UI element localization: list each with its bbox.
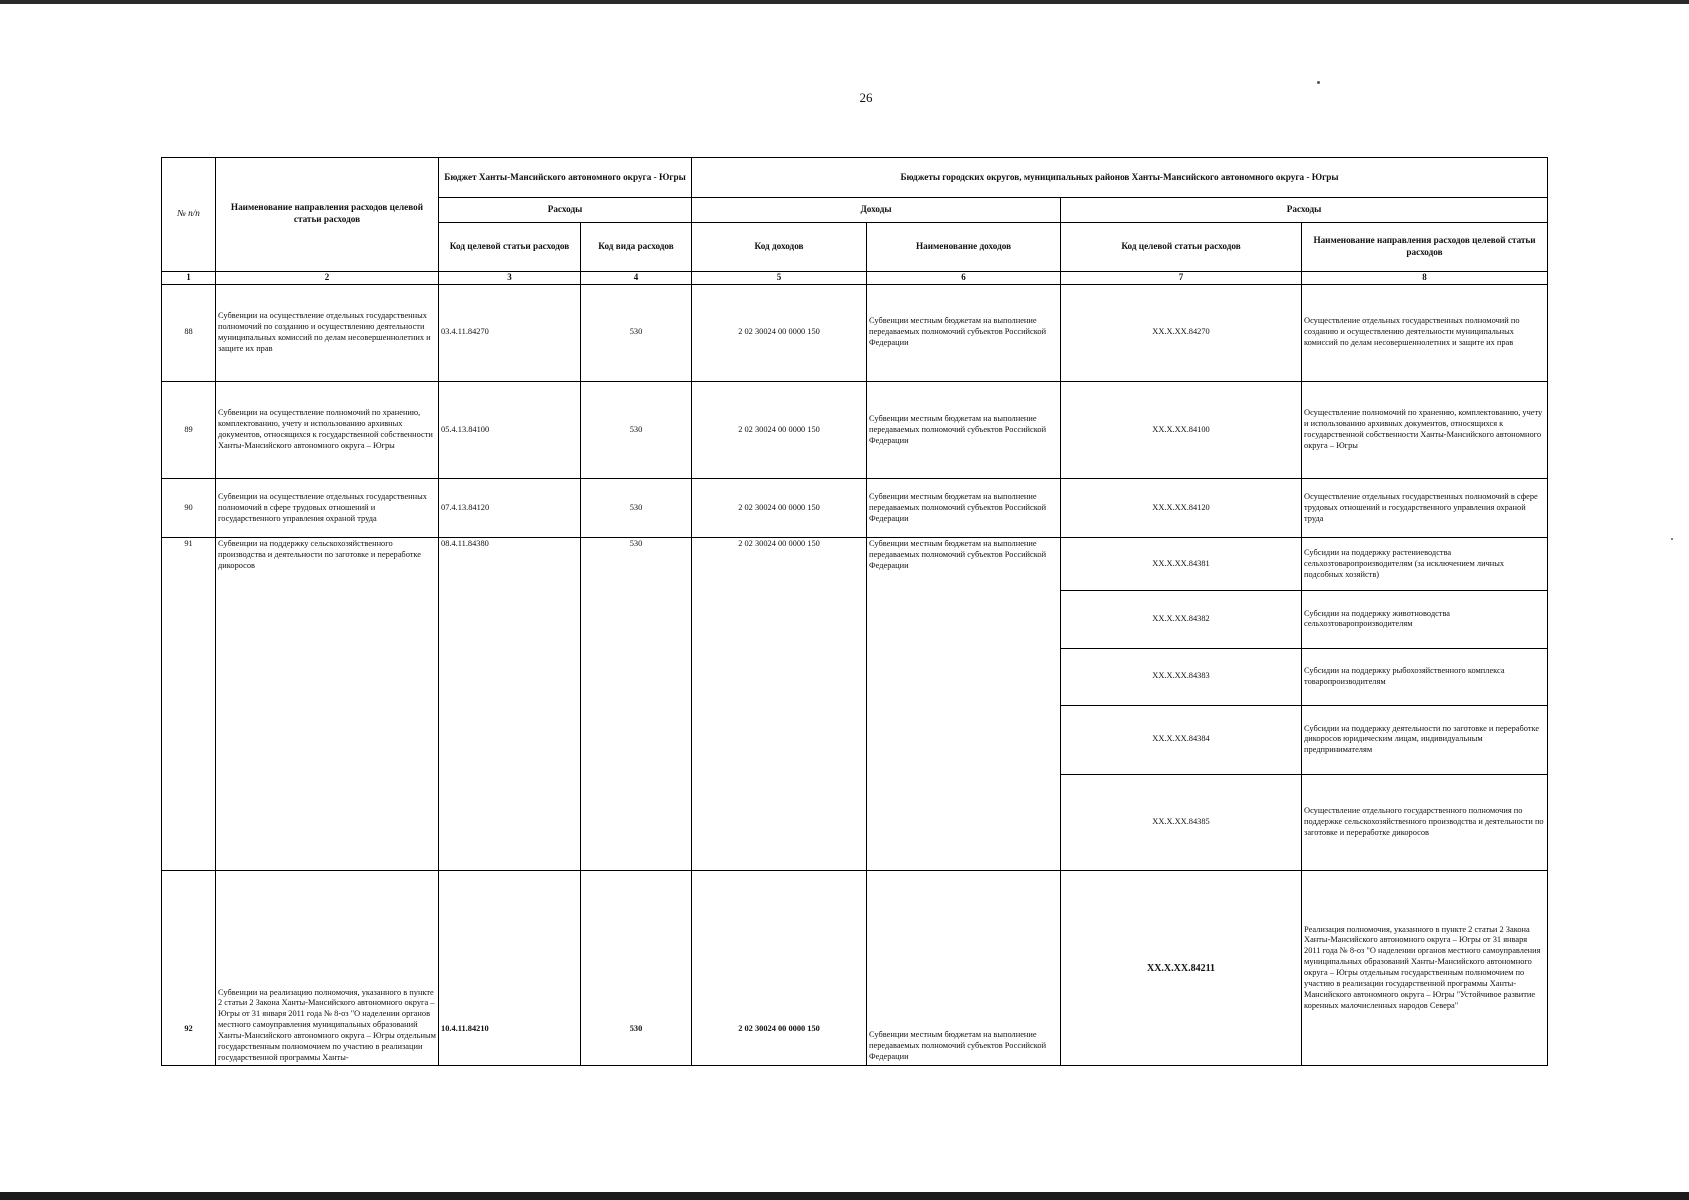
scan-speck bbox=[1317, 81, 1320, 84]
scan-bottom-edge bbox=[0, 1192, 1689, 1200]
column-index: 2 bbox=[216, 271, 439, 284]
row-mun-code: XX.X.XX.84100 bbox=[1061, 381, 1302, 479]
row-kvr: 530 bbox=[581, 479, 692, 537]
column-index: 1 bbox=[162, 271, 216, 284]
column-index: 5 bbox=[692, 271, 867, 284]
column-index: 6 bbox=[867, 271, 1061, 284]
header-okrug-budget: Бюджет Ханты-Мансийского автономного округа - Югры bbox=[439, 158, 692, 198]
row-mun-name: Осуществление отдельного государственного полномочия по поддержке сельскохозяйственного производства и деятельности по заготовке и переработке дикоросов bbox=[1302, 774, 1548, 871]
row-mun-code: XX.X.XX.84211 bbox=[1061, 871, 1302, 1066]
table-row bbox=[162, 537, 1548, 590]
table-row bbox=[162, 381, 1548, 479]
row-mun-name: Субсидии на поддержку растениеводства сельхозтоваропроизводителям (за исключением личных подсобных хозяйств) bbox=[1302, 537, 1548, 590]
row-name: Субвенции на осуществление полномочий по хранению, комплектованию, учету и использованию архивных документов, относящихся к государственной собственности Ханты-Мансийского автономного округа – Югры bbox=[216, 381, 439, 479]
row-mun-code: XX.X.XX.84270 bbox=[1061, 284, 1302, 381]
row-income-code: 2 02 30024 00 0000 150 bbox=[692, 871, 867, 1066]
column-index: 7 bbox=[1061, 271, 1302, 284]
column-index-row bbox=[162, 271, 1548, 284]
row-mun-name: Реализация полномочия, указанного в пункте 2 статьи 2 Закона Ханты-Мансийского автономного округа – Югры от 31 января 2011 года № 8-оз "О наделении органов местного самоуправления муниципальных образований Ханты-Мансийского автономного округа – Югры отдельным государственным полномочием по участию в реализации государственной программы Ханты-Мансийского автономного округа – Югры "Устойчивое развитие коренных малочисленных народов Севера" bbox=[1302, 871, 1548, 1066]
row-kvr: 530 bbox=[581, 284, 692, 381]
header-municipal-budgets: Бюджеты городских округов, муниципальных районов Ханты-Мансийского автономного округа - Югры bbox=[692, 158, 1548, 198]
header-kvr: Код вида расходов bbox=[581, 223, 692, 271]
row-num: 88 bbox=[162, 284, 216, 381]
row-income-name: Субвенции местным бюджетам на выполнение передаваемых полномочий субъектов Российской Федерации bbox=[867, 479, 1061, 537]
scan-speck bbox=[1671, 538, 1673, 540]
table-row bbox=[162, 479, 1548, 537]
row-num: 92 bbox=[162, 871, 216, 1066]
column-index: 3 bbox=[439, 271, 581, 284]
header-name-municipal: Наименование направления расходов целевой статьи расходов bbox=[1302, 223, 1548, 271]
row-kcsr: 07.4.13.84120 bbox=[439, 479, 581, 537]
row-mun-code: XX.X.XX.84383 bbox=[1061, 648, 1302, 705]
row-kcsr: 03.4.11.84270 bbox=[439, 284, 581, 381]
header-name: Наименование направления расходов целевой статьи расходов bbox=[216, 158, 439, 272]
column-index: 8 bbox=[1302, 271, 1548, 284]
row-mun-name: Осуществление отдельных государственных полномочий по созданию и осуществлению деятельности муниципальных комиссий по делам несовершеннолетних и защите их прав bbox=[1302, 284, 1548, 381]
header-expenses-municipal: Расходы bbox=[1061, 198, 1548, 223]
header-expenses: Расходы bbox=[439, 198, 692, 223]
row-mun-name: Осуществление отдельных государственных полномочий в сфере трудовых отношений и государственного управления охраной труда bbox=[1302, 479, 1548, 537]
header-num: № п/п bbox=[162, 158, 216, 272]
row-mun-name: Субсидии на поддержку деятельности по заготовке и переработке дикоросов юридическим лицам, индивидуальным предпринимателям bbox=[1302, 706, 1548, 775]
row-kcsr: 10.4.11.84210 bbox=[439, 871, 581, 1066]
row-mun-code: XX.X.XX.84382 bbox=[1061, 591, 1302, 648]
table-row bbox=[162, 284, 1548, 381]
row-num: 91 bbox=[162, 537, 216, 871]
header-income-name: Наименование доходов bbox=[867, 223, 1061, 271]
row-income-code: 2 02 30024 00 0000 150 bbox=[692, 537, 867, 871]
row-income-code: 2 02 30024 00 0000 150 bbox=[692, 479, 867, 537]
row-num: 89 bbox=[162, 381, 216, 479]
row-income-name: Субвенции местным бюджетам на выполнение передаваемых полномочий субъектов Российской Федерации bbox=[867, 871, 1061, 1066]
row-mun-code: XX.X.XX.84384 bbox=[1061, 706, 1302, 775]
scan-top-edge bbox=[0, 0, 1689, 9]
row-name: Субвенции на поддержку сельскохозяйственного производства и деятельности по заготовке и переработке дикоросов bbox=[216, 537, 439, 871]
header-income-code: Код доходов bbox=[692, 223, 867, 271]
row-income-code: 2 02 30024 00 0000 150 bbox=[692, 381, 867, 479]
row-kcsr: 08.4.11.84380 bbox=[439, 537, 581, 871]
row-mun-code: XX.X.XX.84120 bbox=[1061, 479, 1302, 537]
budget-table bbox=[161, 157, 1548, 1066]
row-kvr: 530 bbox=[581, 871, 692, 1066]
row-num: 90 bbox=[162, 479, 216, 537]
row-mun-name: Субсидии на поддержку рыбохозяйственного комплекса товаропроизводителям bbox=[1302, 648, 1548, 705]
header-row-1 bbox=[162, 158, 1548, 198]
header-revenues: Доходы bbox=[692, 198, 1061, 223]
column-index: 4 bbox=[581, 271, 692, 284]
row-income-code: 2 02 30024 00 0000 150 bbox=[692, 284, 867, 381]
row-kvr: 530 bbox=[581, 381, 692, 479]
header-kcsr: Код целевой статьи расходов bbox=[439, 223, 581, 271]
row-income-name: Субвенции местным бюджетам на выполнение передаваемых полномочий субъектов Российской Федерации bbox=[867, 284, 1061, 381]
row-mun-name: Субсидии на поддержку животноводства сельхозтоваропроизводителям bbox=[1302, 591, 1548, 648]
row-name: Субвенции на реализацию полномочия, указанного в пункте 2 статьи 2 Закона Ханты-Мансийского автономного округа – Югры от 31 января 2011 года № 8-оз "О наделении органов местного самоуправления муниципальных образований Ханты-Мансийского автономного округа – Югры отдельным государственным полномочием по участию в реализации государственной программы Ханты- bbox=[216, 871, 439, 1066]
row-mun-code: XX.X.XX.84381 bbox=[1061, 537, 1302, 590]
row-mun-code: XX.X.XX.84385 bbox=[1061, 774, 1302, 871]
page-number: 26 bbox=[859, 90, 873, 105]
row-kvr: 530 bbox=[581, 537, 692, 871]
row-name: Субвенции на осуществление отдельных государственных полномочий по созданию и осуществлению деятельности муниципальных комиссий по делам несовершеннолетних и защите их прав bbox=[216, 284, 439, 381]
row-mun-name: Осуществление полномочий по хранению, комплектованию, учету и использованию архивных документов, относящихся к государственной собственности Ханты-Мансийского автономного округа – Югры bbox=[1302, 381, 1548, 479]
header-kcsr-municipal: Код целевой статьи расходов bbox=[1061, 223, 1302, 271]
row-income-name: Субвенции местным бюджетам на выполнение передаваемых полномочий субъектов Российской Федерации bbox=[867, 537, 1061, 871]
row-income-name: Субвенции местным бюджетам на выполнение передаваемых полномочий субъектов Российской Федерации bbox=[867, 381, 1061, 479]
table-row bbox=[162, 871, 1548, 1066]
row-kcsr: 05.4.13.84100 bbox=[439, 381, 581, 479]
row-name: Субвенции на осуществление отдельных государственных полномочий в сфере трудовых отношений и государственного управления охраной труда bbox=[216, 479, 439, 537]
